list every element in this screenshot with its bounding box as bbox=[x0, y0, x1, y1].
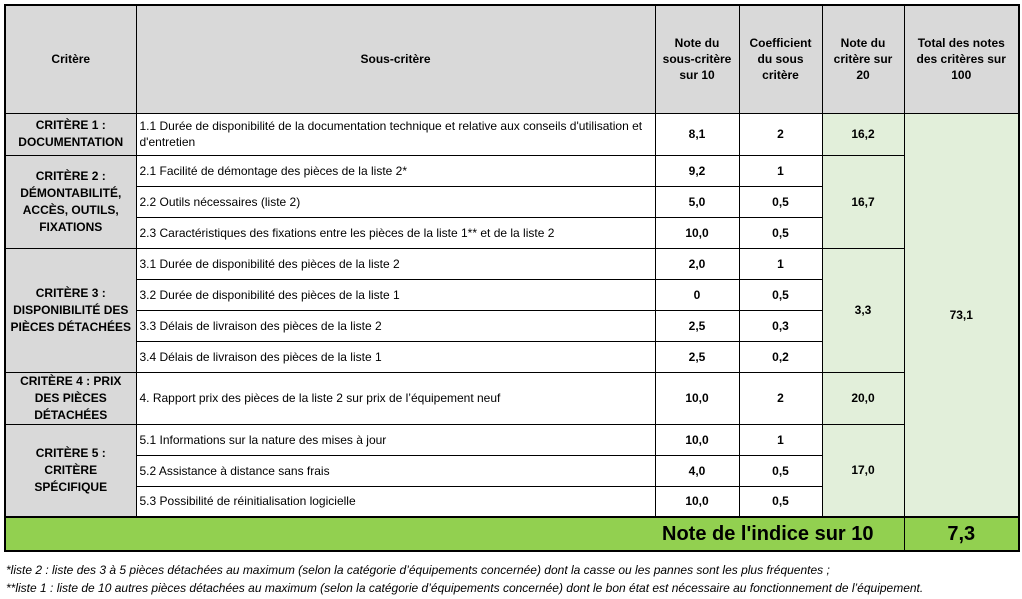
sub-criterion-note: 10,0 bbox=[655, 372, 739, 424]
table-row bbox=[5, 113, 1019, 155]
repairability-score-table bbox=[4, 4, 1020, 552]
sub-criterion-coef: 1 bbox=[739, 248, 822, 279]
sub-criterion-label: 2.2 Outils nécessaires (liste 2) bbox=[136, 186, 655, 217]
sub-criterion-coef: 0,2 bbox=[739, 341, 822, 372]
criterion-1-label: CRITÈRE 1 : DOCUMENTATION bbox=[5, 113, 136, 155]
sub-criterion-label: 3.3 Délais de livraison des pièces de la liste 2 bbox=[136, 310, 655, 341]
criterion-5-note: 17,0 bbox=[822, 424, 904, 517]
sub-criterion-label: 5.2 Assistance à distance sans frais bbox=[136, 455, 655, 486]
table-row bbox=[5, 372, 1019, 424]
criterion-2-label: CRITÈRE 2 : DÉMONTABILITÉ, ACCÈS, OUTILS, FIXATIONS bbox=[5, 155, 136, 248]
sub-criterion-note: 10,0 bbox=[655, 217, 739, 248]
sub-criterion-label: 3.4 Délais de livraison des pièces de la liste 1 bbox=[136, 341, 655, 372]
header-note-sous-critere: Note du sous-critère sur 10 bbox=[655, 5, 739, 113]
sub-criterion-coef: 1 bbox=[739, 424, 822, 455]
sub-criterion-coef: 0,5 bbox=[739, 186, 822, 217]
sub-criterion-label: 2.3 Caractéristiques des fixations entre les pièces de la liste 1** et de la liste 2 bbox=[136, 217, 655, 248]
sub-criterion-label: 4. Rapport prix des pièces de la liste 2 sur prix de l’équipement neuf bbox=[136, 372, 655, 424]
sub-criterion-label: 5.3 Possibilité de réinitialisation logicielle bbox=[136, 486, 655, 517]
header-sous-critere: Sous-critère bbox=[136, 5, 655, 113]
sub-criterion-label: 5.1 Informations sur la nature des mises à jour bbox=[136, 424, 655, 455]
table-row bbox=[5, 248, 1019, 279]
index-label: Note de l'indice sur 10 bbox=[5, 517, 904, 551]
table-row bbox=[5, 424, 1019, 455]
criterion-5-label: CRITÈRE 5 : CRITÈRE SPÉCIFIQUE bbox=[5, 424, 136, 517]
header-coefficient: Coefficient du sous critère bbox=[739, 5, 822, 113]
sub-criterion-note: 4,0 bbox=[655, 455, 739, 486]
header-critere: Critère bbox=[5, 5, 136, 113]
sub-criterion-coef: 0,5 bbox=[739, 279, 822, 310]
header-row bbox=[5, 5, 1019, 113]
sub-criterion-label: 1.1 Durée de disponibilité de la documentation technique et relative aux conseils d'utilisation et d'entretien bbox=[136, 113, 655, 155]
criterion-4-label: CRITÈRE 4 : PRIX DES PIÈCES DÉTACHÉES bbox=[5, 372, 136, 424]
sub-criterion-note: 2,0 bbox=[655, 248, 739, 279]
sub-criterion-note: 2,5 bbox=[655, 341, 739, 372]
sub-criterion-note: 0 bbox=[655, 279, 739, 310]
sub-criterion-note: 10,0 bbox=[655, 486, 739, 517]
header-note-critere: Note du critère sur 20 bbox=[822, 5, 904, 113]
footnotes bbox=[6, 561, 923, 597]
sub-criterion-note: 10,0 bbox=[655, 424, 739, 455]
table-row bbox=[5, 155, 1019, 186]
index-value: 7,3 bbox=[904, 517, 1019, 551]
sub-criterion-note: 2,5 bbox=[655, 310, 739, 341]
footnote-liste-2: *liste 2 : liste des 3 à 5 pièces détachées au maximum (selon la catégorie d’équipements concernée) dont la casse ou les pannes sont les plus fréquentes ; bbox=[6, 563, 830, 577]
score-table-wrapper bbox=[4, 4, 1020, 552]
criterion-3-note: 3,3 bbox=[822, 248, 904, 372]
criterion-1-note: 16,2 bbox=[822, 113, 904, 155]
sub-criterion-note: 9,2 bbox=[655, 155, 739, 186]
index-row bbox=[5, 517, 1019, 551]
sub-criterion-coef: 2 bbox=[739, 113, 822, 155]
sub-criterion-coef: 1 bbox=[739, 155, 822, 186]
sub-criterion-coef: 2 bbox=[739, 372, 822, 424]
sub-criterion-label: 3.1 Durée de disponibilité des pièces de la liste 2 bbox=[136, 248, 655, 279]
total-notes-value: 73,1 bbox=[904, 113, 1019, 517]
criterion-3-label: CRITÈRE 3 : DISPONIBILITÉ DES PIÈCES DÉTACHÉES bbox=[5, 248, 136, 372]
sub-criterion-coef: 0,5 bbox=[739, 455, 822, 486]
sub-criterion-label: 2.1 Facilité de démontage des pièces de la liste 2* bbox=[136, 155, 655, 186]
sub-criterion-coef: 0,5 bbox=[739, 217, 822, 248]
criterion-4-note: 20,0 bbox=[822, 372, 904, 424]
sub-criterion-label: 3.2 Durée de disponibilité des pièces de la liste 1 bbox=[136, 279, 655, 310]
sub-criterion-note: 8,1 bbox=[655, 113, 739, 155]
header-total-notes: Total des notes des critères sur 100 bbox=[904, 5, 1019, 113]
sub-criterion-coef: 0,5 bbox=[739, 486, 822, 517]
criterion-2-note: 16,7 bbox=[822, 155, 904, 248]
sub-criterion-note: 5,0 bbox=[655, 186, 739, 217]
footnote-liste-1: **liste 1 : liste de 10 autres pièces détachées au maximum (selon la catégorie d’équipements concernée) dont le bon état est nécessaire au fonctionnement de l’équipement. bbox=[6, 581, 924, 595]
sub-criterion-coef: 0,3 bbox=[739, 310, 822, 341]
